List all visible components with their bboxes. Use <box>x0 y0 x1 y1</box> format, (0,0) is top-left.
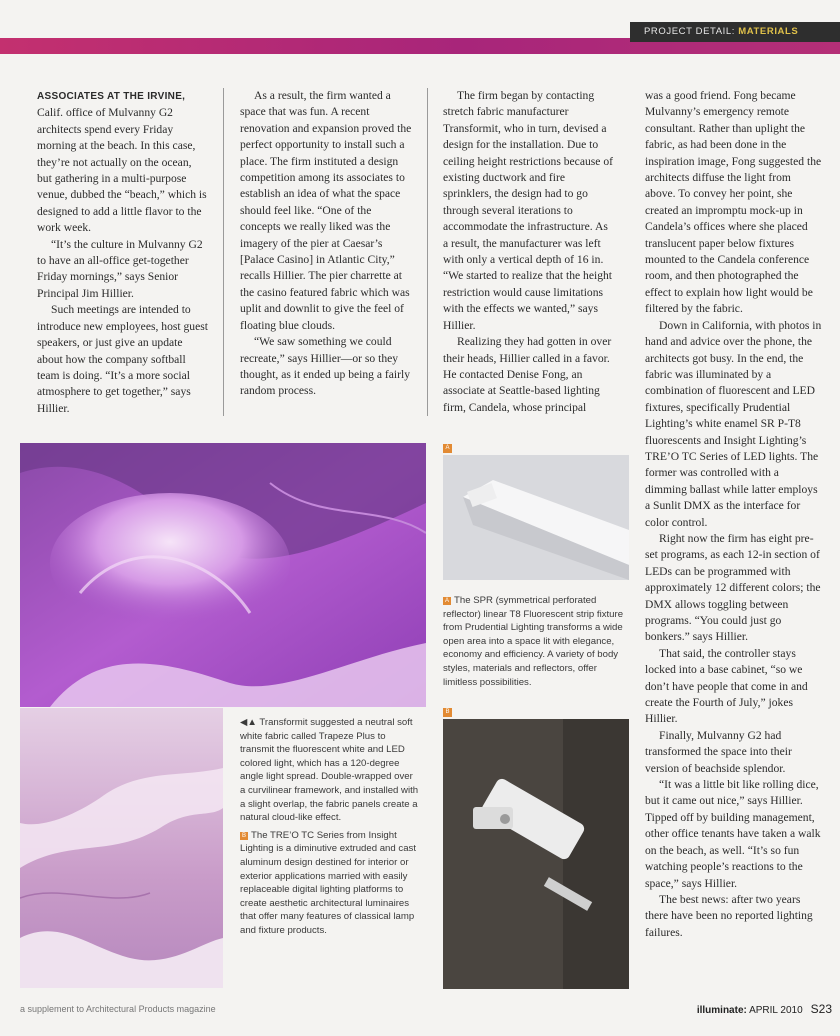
article-column-3 <box>443 88 615 416</box>
col1-para-2: “It’s the culture in Mulvanny G2 to have an all-office get-together Friday mornings,” says Senior Principal Jim Hillier. <box>37 237 203 300</box>
col4-para-7: The best news: after two years there have been no reported lighting failures. <box>645 892 813 939</box>
section-highlight: MATERIALS <box>738 26 799 37</box>
article-column-4 <box>645 88 822 941</box>
photo-a-badge: A <box>443 444 452 453</box>
footer-issue-date: APRIL 2010 <box>749 1005 803 1016</box>
col4-para-3: Right now the firm has eight pre-set programs, as each 12-in section of LEDs can be programmed with approximately 12 different colors; the DMX allows toggling between programs. “You could just go bonkers.” says Hillier. <box>645 531 821 644</box>
col4-para-5: Finally, Mulvanny G2 had transformed the space into their version of beachside splendor. <box>645 728 792 775</box>
fabric-detail-photo <box>20 708 223 988</box>
led-fixture-photo <box>443 719 629 989</box>
col3-para-1: The firm began by contacting stretch fabric manufacturer Transformit, who in turn, devised a design for the installation. Due to ceiling height restrictions because of existing ductwork and fire sprinklers, the design had to go through several iterations to accommodate the infrastructure. As a result, the manufacturer was left with only a vertical depth of 16 in. “We started to realize that the height restriction would cause limitations with the effects we wanted,” says Hillier. <box>443 89 613 332</box>
article-lead-in: ASSOCIATES AT THE IRVINE, <box>37 91 186 102</box>
col4-para-6: “It was a little bit like rolling dice, but it came out nice,” says Hillier. Tipped off by building management, other office tenants have taken a walk on the beach, as well. “It’s so fun watching people’s reactions to the space,” says Hillier. <box>645 778 821 890</box>
fabric-ceiling-photo <box>20 443 426 707</box>
footer-supplement-note: a supplement to Architectural Products magazine <box>20 1004 216 1014</box>
caption-b-text: The TRE’O TC Series from Insight Lighting is a diminutive extruded and cast aluminum design destined for interior or exterior applications married with easily replaceable digital lighting platforms to create aesthetic architectural luminaires that offer many features of classical lamp and fixture products. <box>240 829 416 936</box>
section-prefix: PROJECT DETAIL: <box>644 26 739 37</box>
footer-brand: illuminate: <box>696 1005 747 1016</box>
column-rule <box>223 88 224 416</box>
column-rule <box>427 88 428 416</box>
arrow-icons: ◀▲ <box>240 717 257 728</box>
fluorescent-fixture-photo <box>443 455 629 580</box>
caption-a <box>443 594 629 693</box>
section-tag <box>630 22 840 42</box>
col4-para-1: was a good friend. Fong became Mulvanny’s emergency remote consultant. Rather than uplight the fabric, as had been done in the inspiration image, Fong suggested the architects diffuse the light from above. To convey her point, she created an impromptu mock-up in Candela’s offices where she placed translucent paper below fixtures mounted to the Candela conference room, and then photographed the effect to explain how light would be filtered by the fabric. <box>645 89 822 316</box>
article-column-2 <box>240 88 412 400</box>
badge-b-icon: B <box>241 832 246 839</box>
footer-issue <box>697 1002 832 1016</box>
col4-para-4: That said, the controller stays locked into a base cabinet, “so we don’t have people that come in and create the Fourth of July,” jokes Hillier. <box>645 646 808 726</box>
col2-para-1: As a result, the firm wanted a space that was fun. A recent renovation and expansion proved the perfect opportunity to install such a place. The firm instituted a design competition among its associates to establish an idea of what the space should feel like. “One of the concepts we really liked was the imagery of the pier at Caesar’s [Palace Casino] in Atlantic City,” recalls Hillier. The pier charrette at the casino featured fabric which was uplit and downlit to give the feel of floating blue clouds. <box>240 89 412 332</box>
badge-a-icon: A <box>444 598 449 604</box>
fabric-caption <box>240 716 420 942</box>
col1-para-3: Such meetings are intended to introduce new employees, host guest speakers, or just give an update about how the company softball team is doing. “It’s a more social atmosphere to get together,” says Hillier. <box>37 303 208 415</box>
caption-a-text: The SPR (symmetrical perforated reflector) linear T8 Fluorescent strip fixture from Prudential Lighting transforms a wide open area into a space lit with elegance, economy and efficiency. A variety of body styles, materials and reflectors, offer limitless possibilities. <box>443 595 624 688</box>
article-column-1 <box>37 88 209 417</box>
page-number: S23 <box>810 1002 832 1016</box>
fabric-caption-text: Transformit suggested a neutral soft white fabric called Trapeze Plus to transmit the fluorescent white and LED colored light, which has a 120-degree angle light spread. Double-wrapped over a curvilinear framework, and installed with a slight overlap, the fabric panels create a natural cloud-like effect. <box>240 717 419 824</box>
col3-para-2: Realizing they had gotten in over their heads, Hillier called in a favor. He contacted Denise Fong, an associate at Seattle-based lighting firm, Candela, whose principal <box>443 335 612 414</box>
photo-b-badge: B <box>443 708 452 717</box>
col2-para-2: “We saw something we could recreate,” says Hillier—or so they thought, as it ended up being a fairly random process. <box>240 335 411 398</box>
col1-para-1: Calif. office of Mulvanny G2 architects spend every Friday morning at the beach. In this case, they’re not actually on the ocean, but gathering in a multi-purpose venue, dubbed the “beach,” which is designed to add a little flavor to the work week. <box>37 106 207 235</box>
col4-para-2: Down in California, with photos in hand and advice over the phone, the architects got busy. In the end, the fabric was illuminated by a combination of fluorescent and LED fixtures, specifically Prudential Lighting’s white enamel SR P-T8 fluorescents and Insight Lighting’s TRE’O TC Series of LED lights. The former was controlled with a dimming ballast while latter employs a Sunlit DMX as the interface for color control. <box>645 318 822 529</box>
